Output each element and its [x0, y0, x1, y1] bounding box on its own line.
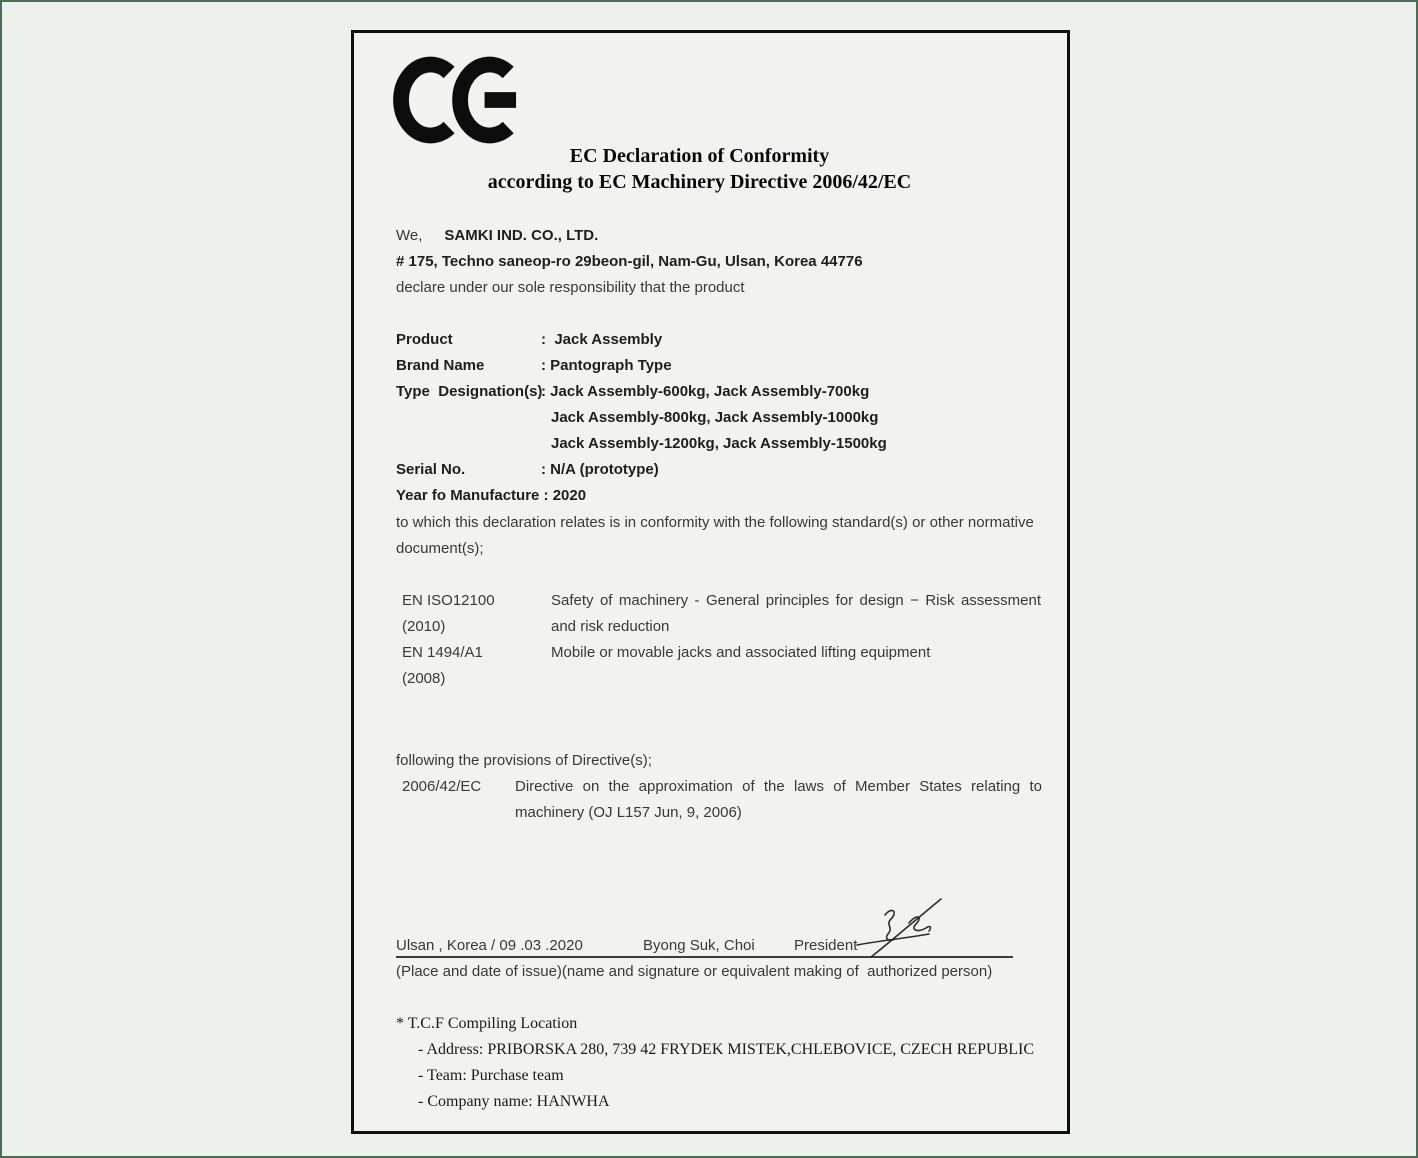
tcf-address: - Address: PRIBORSKA 280, 739 42 FRYDEK MISTEK,CHLEBOVICE, CZECH REPUBLIC — [418, 1041, 1035, 1058]
spec-value: : Pantograph Type — [541, 357, 672, 374]
company-block — [396, 223, 863, 301]
document-title — [354, 143, 1067, 195]
spec-value: Jack Assembly-800kg, Jack Assembly-1000kg — [551, 409, 879, 426]
standard-code: EN 1494/A1 — [402, 644, 483, 661]
standard-row — [354, 640, 1067, 666]
company-address: # 175, Techno saneop-ro 29beon-gil, Nam-Gu, Ulsan, Korea 44776 — [396, 253, 863, 270]
tcf-heading: * T.C.F Compiling Location — [396, 1015, 578, 1032]
title-line-2: according to EC Machinery Directive 2006/42/EC — [487, 171, 912, 193]
directive-description: Directive on the approximation of the laws of Member States relating to — [515, 778, 1042, 795]
standard-description: Mobile or movable jacks and associated lifting equipment — [551, 644, 931, 661]
standards-table — [354, 588, 1067, 692]
provisions-heading: following the provisions of Directive(s); — [396, 752, 652, 769]
spec-row-product — [354, 327, 1067, 353]
standard-row — [354, 588, 1067, 614]
company-name: SAMKI IND. CO., LTD. — [444, 227, 599, 244]
standard-description: Safety of machinery - General principles for design − Risk assessment — [551, 592, 1041, 609]
spec-value: : Jack Assembly — [541, 331, 663, 348]
place-and-date: Ulsan , Korea / 09 .03 .2020 — [396, 937, 583, 954]
product-spec-table — [354, 327, 1067, 483]
standard-code: EN ISO12100 — [402, 592, 495, 609]
directive-description: machinery (OJ L157 Jun, 9, 2006) — [515, 804, 742, 821]
standard-code: (2010) — [402, 618, 446, 635]
spec-row-type — [354, 379, 1067, 405]
standard-row — [354, 666, 1067, 692]
spec-label: Brand Name — [396, 357, 485, 374]
directive-row — [354, 774, 1067, 800]
spec-row-type-cont — [354, 431, 1067, 457]
we-label: We, — [396, 227, 423, 244]
spec-row-serial — [354, 457, 1067, 483]
spec-value: : Jack Assembly-600kg, Jack Assembly-700kg — [541, 383, 870, 400]
spec-value: : N/A (prototype) — [541, 461, 659, 478]
spec-label: Product — [396, 331, 453, 348]
signature-caption: (Place and date of issue)(name and signature or equivalent making of authorized person) — [396, 963, 993, 980]
tcf-company: - Company name: HANWHA — [418, 1093, 610, 1110]
spec-label: Serial No. — [396, 461, 466, 478]
handwritten-signature — [849, 893, 949, 963]
standard-row — [354, 614, 1067, 640]
directive-code: 2006/42/EC — [402, 778, 482, 795]
conformity-statement — [396, 510, 1034, 562]
provisions-block — [354, 748, 1067, 826]
tcf-footer — [396, 1011, 1034, 1115]
signer-name: Byong Suk, Choi — [643, 937, 755, 954]
spec-label: Type Designation(s) — [396, 383, 543, 400]
title-line-1: EC Declaration of Conformity — [569, 145, 830, 167]
directive-row — [354, 800, 1067, 826]
conformity-line-1: to which this declaration relates is in conformity with the following standard(s) or other normative — [396, 514, 1034, 531]
conformity-line-2: document(s); — [396, 540, 484, 557]
ce-conformity-mark-icon — [392, 55, 520, 145]
certificate-page — [351, 30, 1070, 1134]
standard-description — [551, 666, 1041, 692]
declaration-statement: declare under our sole responsibility that the product — [396, 279, 745, 296]
year-of-manufacture: Year fo Manufacture : 2020 — [396, 487, 587, 504]
company-line — [396, 223, 863, 249]
spec-value: Jack Assembly-1200kg, Jack Assembly-1500kg — [551, 435, 887, 452]
signer-title: President — [794, 937, 858, 954]
spec-row-type-cont — [354, 405, 1067, 431]
tcf-team: - Team: Purchase team — [418, 1067, 564, 1084]
standard-description: and risk reduction — [551, 618, 670, 635]
standard-code: (2008) — [402, 670, 446, 687]
spec-row-brand — [354, 353, 1067, 379]
